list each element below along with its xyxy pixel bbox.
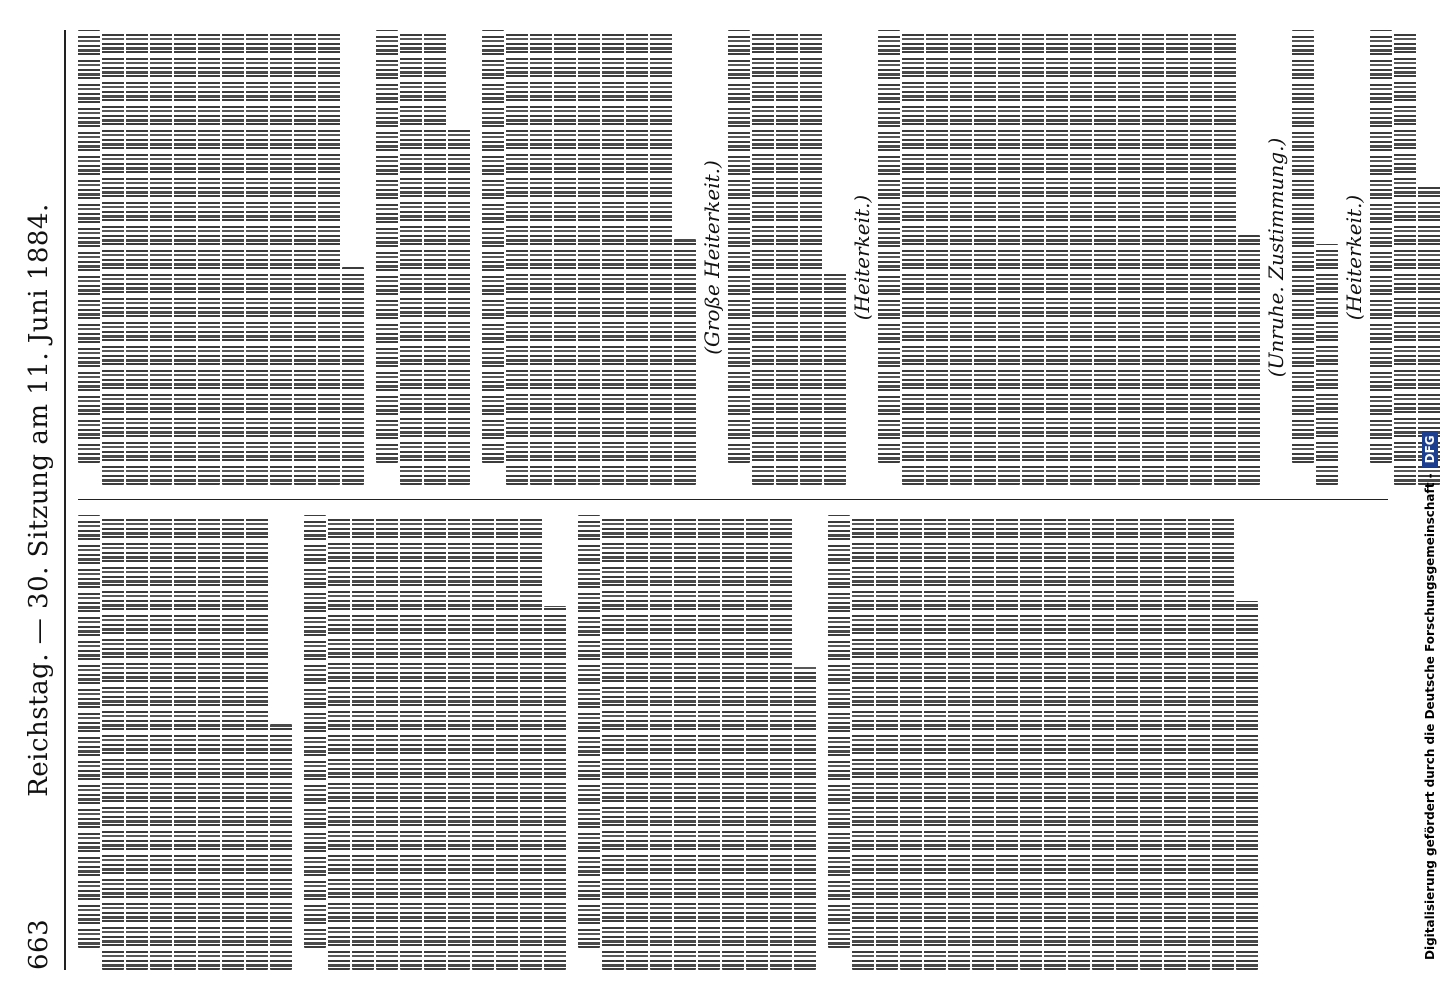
credit-text: Digitalisierung gefördert durch die Deutsche Forschungsgemeinschaft - bbox=[1423, 473, 1437, 960]
text-line bbox=[1020, 515, 1042, 970]
text-line bbox=[352, 515, 374, 970]
text-line bbox=[1238, 235, 1260, 485]
paragraph-gap bbox=[366, 30, 376, 485]
column-divider bbox=[78, 499, 1388, 500]
stage-note: (Heiterkeit.) bbox=[850, 194, 874, 321]
left-column bbox=[78, 515, 1388, 970]
text-line bbox=[1044, 515, 1066, 970]
text-line bbox=[150, 30, 172, 485]
text-line bbox=[972, 515, 994, 970]
header-rule bbox=[64, 30, 66, 970]
text-line bbox=[824, 271, 846, 485]
text-line bbox=[78, 30, 100, 463]
text-line bbox=[674, 515, 696, 970]
text-line bbox=[246, 515, 268, 970]
text-line bbox=[1094, 30, 1116, 485]
text-line bbox=[1166, 30, 1188, 485]
text-line bbox=[294, 30, 316, 485]
text-line bbox=[544, 606, 566, 970]
text-line bbox=[376, 30, 398, 463]
text-line bbox=[626, 30, 648, 485]
stage-note: (Unruhe. Zustimmung.) bbox=[1264, 137, 1288, 378]
text-line bbox=[728, 30, 750, 463]
text-line bbox=[270, 30, 292, 485]
text-line bbox=[1070, 30, 1092, 485]
text-line bbox=[198, 515, 220, 970]
text-line bbox=[1214, 30, 1236, 485]
text-line bbox=[304, 515, 326, 948]
text-line bbox=[318, 30, 340, 485]
text-line bbox=[902, 30, 924, 485]
text-line bbox=[554, 30, 576, 485]
text-line bbox=[1022, 30, 1044, 485]
paragraph-gap bbox=[568, 515, 578, 970]
text-line bbox=[800, 30, 822, 485]
text-line bbox=[222, 30, 244, 485]
text-line bbox=[246, 30, 268, 485]
text-line bbox=[1092, 515, 1114, 970]
stage-note: (Große Heiterkeit.) bbox=[700, 160, 724, 355]
text-line bbox=[482, 30, 504, 463]
text-line bbox=[400, 515, 422, 970]
text-line bbox=[852, 515, 874, 970]
text-line bbox=[126, 30, 148, 485]
right-column bbox=[78, 30, 1388, 485]
credit-strip bbox=[1400, 0, 1437, 1000]
text-line bbox=[472, 515, 494, 970]
text-line bbox=[400, 30, 422, 485]
text-line bbox=[328, 515, 350, 970]
text-line bbox=[1370, 30, 1392, 463]
text-line bbox=[448, 515, 470, 970]
text-line bbox=[1316, 244, 1338, 485]
text-line bbox=[924, 515, 946, 970]
text-line bbox=[1212, 515, 1234, 970]
stage-note: (Heiterkeit.) bbox=[1342, 194, 1366, 321]
text-line bbox=[1118, 30, 1140, 485]
text-line bbox=[752, 30, 774, 485]
text-line bbox=[126, 515, 148, 970]
text-line bbox=[602, 515, 624, 970]
text-line bbox=[102, 30, 124, 485]
paragraph-gap bbox=[294, 515, 304, 970]
text-line bbox=[650, 515, 672, 970]
digitization-credit bbox=[1422, 431, 1438, 960]
text-line bbox=[174, 515, 196, 970]
text-line bbox=[530, 30, 552, 485]
text-line bbox=[926, 30, 948, 485]
text-line bbox=[770, 515, 792, 970]
text-line bbox=[722, 515, 744, 970]
text-line bbox=[506, 30, 528, 485]
text-line bbox=[342, 267, 364, 485]
text-line bbox=[78, 515, 100, 948]
text-line bbox=[270, 724, 292, 970]
text-line bbox=[998, 30, 1020, 485]
text-line bbox=[776, 30, 798, 485]
text-line bbox=[1188, 515, 1210, 970]
text-line bbox=[198, 30, 220, 485]
text-line bbox=[222, 515, 244, 970]
text-line bbox=[876, 515, 898, 970]
text-line bbox=[900, 515, 922, 970]
text-line bbox=[746, 515, 768, 970]
text-line bbox=[424, 515, 446, 970]
text-line bbox=[974, 30, 996, 485]
text-line bbox=[578, 515, 600, 948]
page-title: Reichstag. — 30. Sitzung am 11. Juni 1884. bbox=[24, 203, 54, 797]
text-line bbox=[602, 30, 624, 485]
text-line bbox=[448, 126, 470, 485]
text-line bbox=[828, 515, 850, 948]
text-line bbox=[1116, 515, 1138, 970]
dfg-logo: DFG bbox=[1422, 431, 1438, 467]
text-line bbox=[996, 515, 1018, 970]
page-header bbox=[24, 30, 64, 970]
text-line bbox=[950, 30, 972, 485]
text-line bbox=[698, 515, 720, 970]
text-line bbox=[520, 515, 542, 970]
text-line bbox=[1142, 30, 1164, 485]
text-line bbox=[626, 515, 648, 970]
text-line bbox=[948, 515, 970, 970]
text-line bbox=[1190, 30, 1212, 485]
text-line bbox=[102, 515, 124, 970]
text-line bbox=[496, 515, 518, 970]
text-line bbox=[674, 239, 696, 485]
text-line bbox=[174, 30, 196, 485]
text-line bbox=[424, 30, 446, 485]
paragraph-gap bbox=[818, 515, 828, 970]
text-line bbox=[650, 30, 672, 485]
text-line bbox=[1068, 515, 1090, 970]
paragraph-gap bbox=[472, 30, 482, 485]
text-line bbox=[794, 665, 816, 970]
text-line bbox=[376, 515, 398, 970]
text-line bbox=[1292, 30, 1314, 463]
text-line bbox=[1164, 515, 1186, 970]
text-line bbox=[878, 30, 900, 463]
text-line bbox=[1046, 30, 1068, 485]
text-line bbox=[150, 515, 172, 970]
text-line bbox=[578, 30, 600, 485]
text-line bbox=[1140, 515, 1162, 970]
text-line bbox=[1236, 601, 1258, 970]
page-number: 663 bbox=[24, 918, 54, 970]
